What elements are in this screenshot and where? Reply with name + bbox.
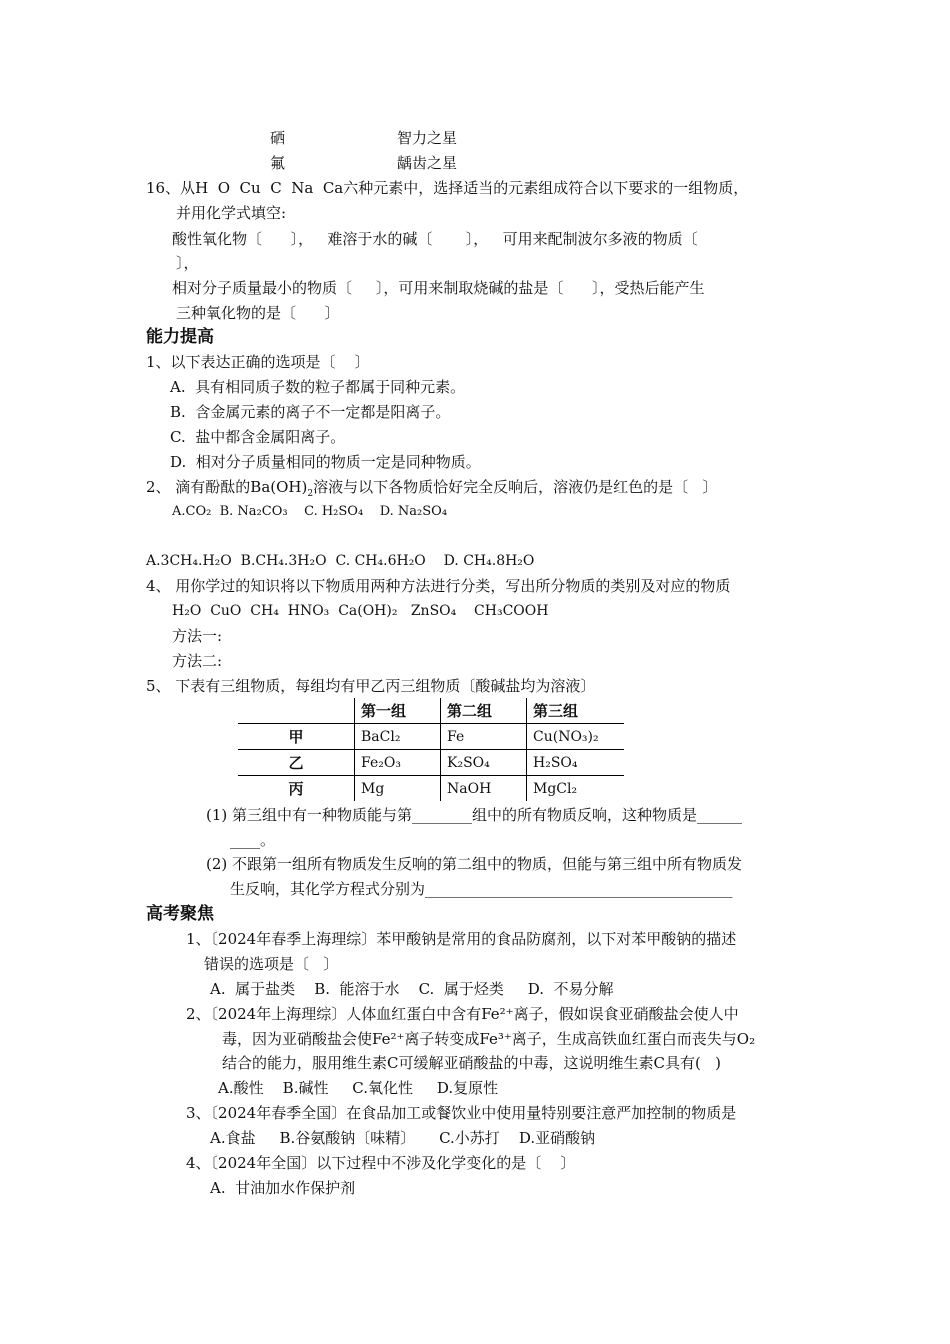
p5-sub-1-line-2: ____。: [230, 831, 276, 849]
table-cell: MgCl₂: [527, 776, 625, 802]
table-header-group-1: 第一组: [355, 698, 441, 724]
table-cell: K₂SO₄: [441, 750, 527, 776]
element-title-2: 龋齿之星: [397, 154, 458, 172]
g4-option-a: A. 甘油加水作保护剂: [210, 1179, 356, 1197]
g1-options: A. 属于盐类 B. 能溶于水 C. 属于烃类 D. 不易分解: [210, 980, 614, 998]
g3-stem: 3、〔2024年春季全国〕在食品加工或餐饮业中使用量特别要注意严加控制的物质是: [186, 1104, 737, 1122]
p5-sub-2-line-2: 生反响，其化学方程式分别为_________________________________________: [230, 880, 733, 898]
g2-options: A.酸性 B.碱性 C.氧化性 D.复原性: [218, 1079, 499, 1097]
p5-sub-2-line-1: (2) 不跟第一组所有物质发生反响的第二组中的物质，但能与第三组中所有物质发: [206, 855, 743, 873]
table-cell: BaCl₂: [355, 724, 441, 750]
p1-option-a: A. 具有相同质子数的粒子都属于同种元素。: [170, 378, 466, 396]
g1-stem: 1、〔2024年春季上海理综〕苯甲酸钠是常用的食品防腐剂，以下对苯甲酸钠的描述: [186, 930, 737, 948]
p2-stem: [146, 477, 717, 504]
p4-stem: 4、 用你学过的知识将以下物质用两种方法进行分类，写出所分物质的类别及对应的物质: [146, 577, 731, 595]
table-row: [238, 776, 624, 802]
table-header-row: [238, 698, 624, 724]
p2-options: A.CO₂ B. Na₂CO₃ C. H₂SO₄ D. Na₂SO₄: [172, 504, 448, 519]
g3-options: A.食盐 B.谷氨酸钠〔味精〕 C.小苏打 D.亚硝酸钠: [210, 1129, 596, 1147]
element-fluorine: 氟: [270, 154, 286, 172]
p1-option-d: D. 相对分子质量相同的物质一定是同种物质。: [170, 453, 481, 471]
q16-line-5: 相对分子质量最小的物质〔 〕，可用来制取烧碱的盐是〔 〕，受热后能产生: [172, 279, 705, 297]
table-cell: NaOH: [441, 776, 527, 802]
p1-option-b: B. 含金属元素的离子不一定都是阳离子。: [170, 403, 451, 421]
table-cell: Fe₂O₃: [355, 750, 441, 776]
p2-stem-pre: 2、 滴有酚酞的Ba(OH): [146, 478, 308, 496]
substance-group-table: [238, 698, 624, 801]
table-cell: H₂SO₄: [527, 750, 625, 776]
element-selenium: 硒: [270, 129, 286, 147]
table-header-group-2: 第二组: [441, 698, 527, 724]
p2-stem-post: 溶液与以下各物质恰好完全反响后，溶液仍是红色的是〔 〕: [313, 478, 718, 496]
table-cell: Fe: [441, 724, 527, 750]
table-corner-cell: [238, 698, 355, 724]
g1-stem-2: 错误的选项是〔 〕: [204, 955, 339, 973]
g2-line-2: 毒，因为亚硝酸盐会使Fe²⁺离子转变成Fe³⁺离子，生成高铁血红蛋白而丧失与O₂: [222, 1030, 756, 1048]
p4-substances: H₂O CuO CH₄ HNO₃ Ca(OH)₂ ZnSO₄ CH₃COOH: [172, 603, 549, 619]
p1-stem: 1、以下表达正确的选项是〔 〕: [146, 353, 370, 371]
q16-line-6: 三种氧化物的是〔 〕: [176, 304, 340, 322]
table-row: [238, 750, 624, 776]
p5-sub-1-line-1: (1) 第三组中有一种物质能与第________组中的所有物质反响，这种物质是______: [206, 806, 743, 824]
table-row-label: 乙: [238, 750, 355, 776]
table-cell: Cu(NO₃)₂: [527, 724, 625, 750]
p4-method-1: 方法一:: [172, 627, 223, 645]
table-row-label: 丙: [288, 780, 304, 798]
q16-line-4: 〕，: [176, 254, 199, 272]
q16-line-1: 16、从H O Cu C Na Ca六种元素中，选择适当的元素组成符合以下要求的一组物质，: [146, 179, 749, 197]
q16-line-2: 并用化学式填空:: [176, 204, 287, 222]
table-cell: Mg: [355, 776, 441, 802]
q16-line-3: 酸性氧化物〔 〕， 难溶于水的碱〔 〕， 可用来配制波尔多液的物质〔: [172, 230, 698, 248]
g2-line-1: 2、〔2024年上海理综〕人体血红蛋白中含有Fe²⁺离子，假如误食亚硝酸盐会使人中: [186, 1005, 739, 1023]
table-row: [238, 724, 624, 750]
table-header-group-3: 第三组: [527, 698, 625, 724]
table-row-label: 甲: [238, 724, 355, 750]
p2-stem-sub: 2: [307, 489, 314, 499]
p3-options: A.3CH₄.H₂O B.CH₄.3H₂O C. CH₄.6H₂O D. CH₄.8H₂O: [146, 553, 535, 569]
p1-option-c: C. 盐中都含金属阳离子。: [170, 428, 346, 446]
section-heading-exam-focus: 高考聚焦: [146, 904, 214, 924]
g2-line-3: 结合的能力，服用维生素C可缓解亚硝酸盐的中毒，这说明维生素C具有( ): [222, 1054, 721, 1072]
p4-method-2: 方法二:: [172, 652, 223, 670]
section-heading-ability: 能力提高: [146, 327, 214, 347]
element-title-1: 智力之星: [397, 129, 458, 147]
g4-stem: 4、〔2024年全国〕以下过程中不涉及化学变化的是〔 〕: [186, 1154, 576, 1172]
p5-stem: 5、 下表有三组物质，每组均有甲乙丙三组物质〔酸碱盐均为溶液〕: [146, 677, 596, 695]
